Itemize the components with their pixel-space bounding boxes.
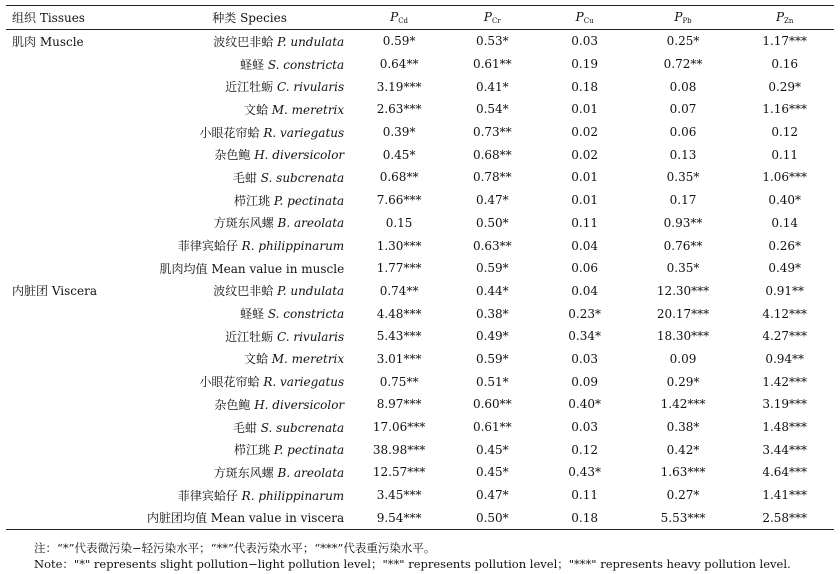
value-cell-zn: 1.42***: [762, 374, 808, 389]
table-row: [6, 348, 834, 371]
table-row: [6, 98, 834, 121]
value-cell-cu: 0.11: [571, 215, 598, 230]
species-chinese-name: 方斑东风螺: [213, 465, 278, 480]
header-p-cd: $P_{Cd}$: [352, 6, 446, 30]
species-chinese-name: 蛏蛏: [239, 307, 268, 322]
value-cell-pb: 0.38*: [666, 420, 700, 435]
value-cell-cr: 0.47*: [475, 193, 509, 208]
species-latin-name: H. diversicolor: [254, 397, 345, 412]
value-cell-cu: 0.09: [571, 374, 598, 389]
tissue-cell: [6, 98, 147, 121]
value-cell-cr: 0.78**: [472, 170, 512, 185]
tissue-cell: [6, 348, 147, 371]
species-chinese-name: 内脏团均值 Mean value in viscera: [146, 511, 345, 526]
species-cell: [147, 98, 352, 121]
value-cell-zn: 0.40*: [768, 193, 802, 208]
value-cell-pb: 20.17***: [656, 306, 710, 321]
value-cell-cd: 0.68**: [379, 170, 419, 185]
value-cell-cr: 0.73**: [472, 125, 512, 140]
tissue-cell: [6, 393, 147, 416]
value-cell-cr: 0.51*: [475, 374, 509, 389]
value-cell-zn: 0.14: [771, 215, 799, 230]
species-cell: [147, 212, 352, 235]
value-cell-zn: 1.48***: [762, 420, 808, 435]
note-english: Note："*" represents slight pollution−light pollution level；"**" represents pollution level；"***" represents heavy pollution level.: [34, 557, 791, 571]
species-chinese-name: 杂色鲍: [214, 397, 255, 412]
table-row: [6, 75, 834, 98]
value-cell-cd: 9.54***: [352, 506, 446, 529]
table-row: [6, 280, 834, 303]
value-cell-pb: 0.17: [669, 193, 697, 208]
value-cell-cd: 8.97***: [376, 397, 422, 412]
value-cell-pb: 0.06: [669, 125, 697, 140]
value-cell-cu: 0.03: [571, 420, 598, 435]
value-cell-cr: 0.59*: [475, 261, 509, 276]
species-cell: [147, 121, 352, 144]
header-species: 种类 Species: [147, 6, 352, 30]
value-cell-cu: 0.01: [571, 170, 598, 185]
table-row: [6, 30, 834, 53]
value-cell-cd: 17.06***: [372, 420, 426, 435]
value-cell-cd: 2.63***: [376, 102, 422, 117]
value-cell-cr: 0.45*: [475, 465, 509, 480]
header-tissue: 组织 Tissues: [6, 6, 147, 30]
value-cell-cu: 0.34*: [568, 329, 601, 344]
tissue-cell: [6, 234, 147, 257]
species-cell: [147, 370, 352, 393]
value-cell-zn: 3.19***: [762, 397, 808, 412]
value-cell-cu: 0.04: [571, 238, 598, 253]
species-chinese-name: 波纹巴非蛤: [213, 284, 278, 299]
tissue-cell: [6, 416, 147, 439]
table-row: [6, 370, 834, 393]
tissue-cell: [6, 189, 147, 212]
species-latin-name: H. diversicolor: [254, 148, 345, 163]
value-cell-cr: 0.61**: [472, 57, 512, 72]
species-latin-name: R. variegatus: [263, 375, 345, 390]
species-chinese-name: 毛蚶: [232, 170, 261, 185]
value-cell-zn: 2.58***: [735, 506, 834, 529]
value-cell-cu: 0.18: [539, 506, 631, 529]
value-cell-pb: 0.72**: [663, 57, 703, 72]
value-cell-pb: 0.35*: [666, 170, 700, 185]
tissue-cell: [6, 506, 147, 529]
value-cell-zn: 3.44***: [762, 442, 808, 457]
species-cell: [147, 438, 352, 461]
value-cell-cd: 0.45*: [382, 147, 416, 162]
value-cell-zn: 0.12: [771, 125, 799, 140]
species-cell: [147, 75, 352, 98]
value-cell-cr: 0.63**: [472, 238, 512, 253]
value-cell-pb: 0.09: [669, 351, 697, 366]
tissue-cell: [6, 438, 147, 461]
value-cell-pb: 18.30***: [656, 329, 710, 344]
value-cell-zn: 4.12***: [762, 306, 808, 321]
value-cell-cr: 0.50*: [475, 215, 509, 230]
species-cell: [147, 348, 352, 371]
value-cell-pb: 1.42***: [660, 397, 706, 412]
value-cell-cr: 0.68**: [472, 147, 512, 162]
table-row: [6, 438, 834, 461]
value-cell-cd: 3.01***: [376, 351, 422, 366]
value-cell-cr: 0.59*: [475, 351, 509, 366]
tissue-cell: 肌肉 Muscle: [12, 34, 84, 49]
note-chinese: 注：“*”代表微污染−轻污染水平；“**”代表污染水平；“***”代表重污染水平。: [34, 541, 436, 555]
header-p-zn: $P_{Zn}$: [735, 6, 834, 30]
species-cell: [147, 484, 352, 507]
species-latin-name: P. undulata: [277, 34, 345, 49]
table-notes: [34, 540, 791, 572]
table-row: [6, 393, 834, 416]
value-cell-cu: 0.03: [571, 34, 598, 49]
value-cell-cd: 38.98***: [372, 442, 426, 457]
species-chinese-name: 文蛤: [243, 102, 272, 117]
species-chinese-name: 方斑东风螺: [213, 216, 278, 231]
tissue-cell: [6, 121, 147, 144]
species-cell: [147, 280, 352, 303]
value-cell-zn: 0.16: [771, 57, 799, 72]
value-cell-pb: 0.93**: [663, 215, 703, 230]
value-cell-cr: 0.61**: [472, 420, 512, 435]
species-cell: [147, 325, 352, 348]
tissue-cell: [6, 75, 147, 98]
value-cell-pb: 12.30***: [656, 283, 710, 298]
tissue-cell: [6, 484, 147, 507]
header-p-pb: $P_{Pb}$: [631, 6, 736, 30]
species-cell: [147, 53, 352, 76]
species-cell: [147, 416, 352, 439]
value-cell-cr: 0.54*: [475, 102, 509, 117]
species-chinese-name: 近江牡蛎: [225, 329, 277, 344]
table-row: [6, 506, 834, 529]
value-cell-cr: 0.53*: [475, 34, 509, 49]
value-cell-pb: 0.42*: [666, 442, 700, 457]
species-cell: [147, 302, 352, 325]
value-cell-cu: 0.43*: [568, 465, 601, 480]
species-cell: [147, 257, 352, 280]
table-row: [6, 189, 834, 212]
species-cell: [147, 30, 352, 53]
species-latin-name: C. rivularis: [276, 329, 345, 344]
tissue-cell: [6, 257, 147, 280]
tissue-cell: [6, 143, 147, 166]
species-chinese-name: 栉江珧: [234, 443, 274, 458]
table-row: [6, 416, 834, 439]
species-cell: [147, 461, 352, 484]
species-chinese-name: 栉江珧: [234, 193, 274, 208]
tissue-cell: [6, 325, 147, 348]
value-cell-cu: 0.01: [571, 193, 598, 208]
species-latin-name: P. pectinata: [273, 443, 345, 458]
species-latin-name: B. areolata: [277, 216, 345, 231]
table-row: [6, 257, 834, 280]
value-cell-zn: 1.41***: [762, 488, 808, 503]
value-cell-zn: 0.49*: [768, 261, 802, 276]
value-cell-cu: 0.04: [571, 283, 598, 298]
species-chinese-name: 近江牡蛎: [225, 80, 277, 95]
value-cell-pb: 0.35*: [666, 261, 700, 276]
tissue-cell: [6, 166, 147, 189]
value-cell-pb: 5.53***: [631, 506, 736, 529]
species-latin-name: P. undulata: [277, 284, 345, 299]
value-cell-zn: 0.29*: [768, 79, 802, 94]
header-p-cr: $P_{Cr}$: [446, 6, 539, 30]
table-row: [6, 302, 834, 325]
value-cell-cd: 3.19***: [376, 79, 422, 94]
value-cell-cr: 0.38*: [475, 306, 509, 321]
species-latin-name: R. philippinarum: [241, 239, 345, 254]
header-row: [6, 6, 834, 30]
species-chinese-name: 肌肉均值 Mean value in muscle: [159, 261, 345, 276]
value-cell-zn: 0.91**: [765, 283, 805, 298]
tissue-cell: [6, 53, 147, 76]
value-cell-cu: 0.06: [571, 261, 598, 276]
value-cell-cr: 0.50*: [446, 506, 539, 529]
value-cell-pb: 0.29*: [666, 374, 700, 389]
value-cell-cd: 0.75**: [379, 374, 419, 389]
value-cell-cu: 0.23*: [568, 306, 601, 321]
value-cell-cd: 5.43***: [376, 329, 422, 344]
value-cell-cu: 0.40*: [568, 397, 601, 412]
species-chinese-name: 小眼花帘蛤: [199, 375, 264, 390]
value-cell-zn: 4.64***: [762, 465, 808, 480]
value-cell-cr: 0.41*: [475, 79, 509, 94]
species-chinese-name: 波纹巴非蛤: [213, 34, 278, 49]
table-row: [6, 325, 834, 348]
value-cell-pb: 0.07: [669, 102, 697, 117]
value-cell-cd: 0.59*: [382, 34, 416, 49]
value-cell-zn: 1.16***: [762, 102, 808, 117]
value-cell-cr: 0.49*: [475, 329, 509, 344]
header-p-cu: $P_{Cu}$: [539, 6, 631, 30]
value-cell-zn: 0.26*: [768, 238, 802, 253]
value-cell-cd: 1.77***: [376, 261, 422, 276]
value-cell-cu: 0.12: [571, 442, 598, 457]
species-chinese-name: 蛏蛏: [239, 57, 268, 72]
value-cell-cd: 0.64**: [379, 57, 419, 72]
value-cell-cr: 0.47*: [475, 488, 509, 503]
value-cell-pb: 0.76**: [663, 238, 703, 253]
value-cell-cd: 1.30***: [376, 238, 422, 253]
species-chinese-name: 文蛤: [243, 352, 272, 367]
species-latin-name: R. philippinarum: [241, 488, 345, 503]
species-latin-name: M. meretrix: [271, 102, 345, 117]
value-cell-zn: 4.27***: [762, 329, 808, 344]
tissue-cell: [6, 461, 147, 484]
species-latin-name: S. subcrenata: [260, 420, 345, 435]
species-chinese-name: 毛蚶: [232, 420, 261, 435]
species-cell: [147, 189, 352, 212]
species-latin-name: C. rivularis: [276, 80, 345, 95]
table-row: [6, 484, 834, 507]
value-cell-pb: 0.08: [669, 79, 697, 94]
value-cell-zn: 1.17***: [762, 34, 808, 49]
tissue-cell: [6, 212, 147, 235]
species-cell: [147, 166, 352, 189]
value-cell-pb: 0.13: [669, 147, 697, 162]
value-cell-cd: 0.39*: [382, 125, 416, 140]
value-cell-zn: 0.11: [771, 147, 799, 162]
value-cell-cd: 12.57***: [372, 465, 426, 480]
table-row: [6, 53, 834, 76]
value-cell-pb: 0.27*: [666, 488, 700, 503]
value-cell-cd: 0.74**: [379, 283, 419, 298]
table-row: [6, 121, 834, 144]
species-cell: [147, 143, 352, 166]
tissue-cell: [6, 302, 147, 325]
species-chinese-name: 菲律宾蛤仔: [177, 488, 242, 503]
value-cell-cr: 0.45*: [475, 442, 509, 457]
value-cell-cu: 0.01: [571, 102, 598, 117]
species-latin-name: M. meretrix: [271, 352, 345, 367]
species-latin-name: S. subcrenata: [260, 170, 345, 185]
species-chinese-name: 小眼花帘蛤: [199, 125, 264, 140]
species-cell: [147, 393, 352, 416]
table-body: [6, 30, 834, 530]
species-latin-name: P. pectinata: [273, 193, 345, 208]
value-cell-pb: 1.63***: [660, 465, 706, 480]
species-cell: [147, 234, 352, 257]
value-cell-cu: 0.03: [571, 351, 598, 366]
value-cell-zn: 0.94**: [765, 351, 805, 366]
value-cell-cr: 0.60**: [472, 397, 512, 412]
table-row: [6, 143, 834, 166]
tissue-cell: 内脏团 Viscera: [12, 284, 97, 299]
species-latin-name: B. areolata: [277, 465, 345, 480]
species-cell: [147, 506, 352, 529]
pollution-index-table: [6, 5, 834, 530]
tissue-cell: [6, 370, 147, 393]
value-cell-cd: 0.15: [385, 215, 413, 230]
species-chinese-name: 菲律宾蛤仔: [177, 239, 242, 254]
species-latin-name: S. constricta: [267, 57, 345, 72]
species-latin-name: S. constricta: [267, 307, 345, 322]
value-cell-cu: 0.02: [571, 125, 598, 140]
value-cell-cr: 0.44*: [475, 283, 509, 298]
value-cell-cu: 0.02: [571, 147, 598, 162]
value-cell-cu: 0.18: [571, 79, 598, 94]
table-row: [6, 234, 834, 257]
value-cell-cd: 7.66***: [376, 193, 422, 208]
species-latin-name: R. variegatus: [263, 125, 345, 140]
table-row: [6, 212, 834, 235]
value-cell-cd: 3.45***: [376, 488, 422, 503]
table-row: [6, 166, 834, 189]
value-cell-zn: 1.06***: [762, 170, 808, 185]
value-cell-pb: 0.25*: [666, 34, 700, 49]
value-cell-cd: 4.48***: [376, 306, 422, 321]
value-cell-cu: 0.19: [571, 57, 598, 72]
table-row: [6, 461, 834, 484]
species-chinese-name: 杂色鲍: [214, 148, 255, 163]
value-cell-cu: 0.11: [571, 488, 598, 503]
